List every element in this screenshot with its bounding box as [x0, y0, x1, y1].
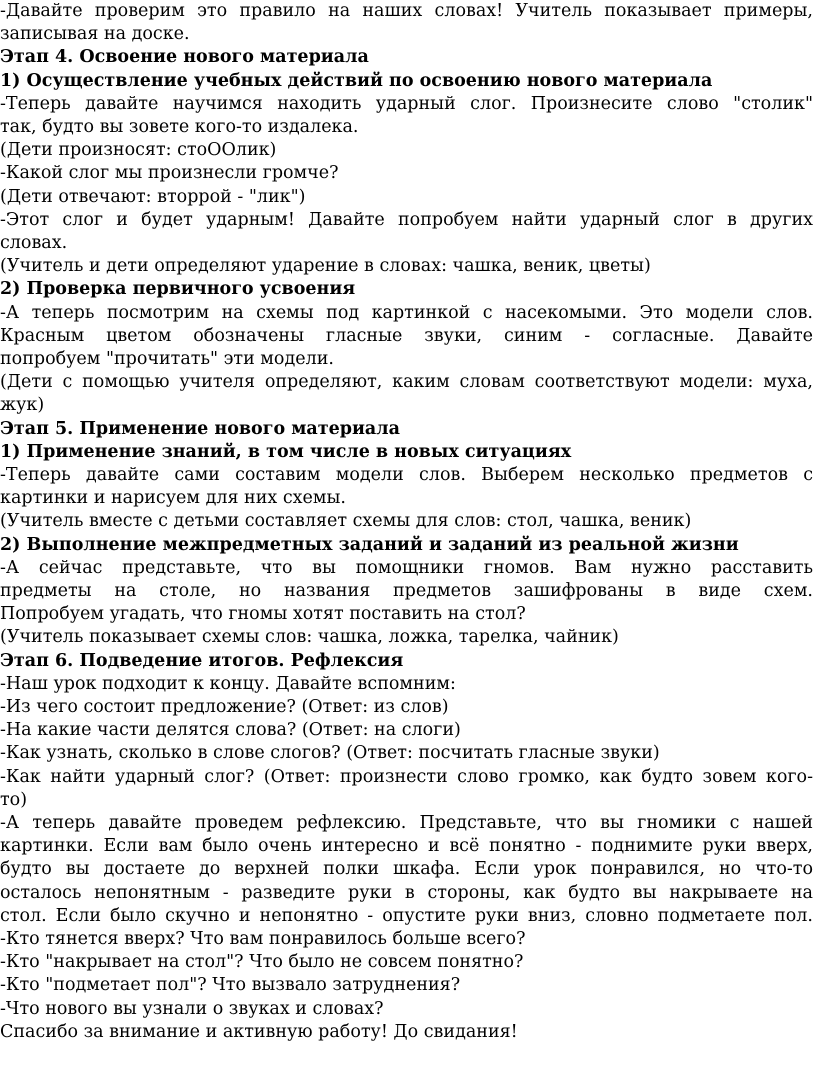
text-line: жук): [0, 395, 45, 416]
text-line: -А теперь посмотрим на схемы под картинкой с насекомыми. Это модели слов.: [0, 302, 813, 323]
text-line: (Учитель и дети определяют ударение в словах: чашка, веник, цветы): [0, 256, 651, 277]
section-heading: Этап 4. Освоение нового материала: [0, 47, 369, 68]
section-heading: Этап 6. Подведение итогов. Рефлексия: [0, 650, 404, 671]
text-line: словах.: [0, 233, 68, 253]
text-line: -А теперь давайте проведем рефлексию. Представьте, что вы гномики с нашей: [0, 813, 813, 833]
text-line: Попробуем угадать, что гномы хотят поставить на стол?: [0, 604, 526, 625]
text-line: -Давайте проверим это правило на наших словах! Учитель показывает примеры,: [0, 1, 813, 21]
text-line: будто вы достаете до верхней полки шкафа. Если урок понравился, но что-то: [0, 859, 813, 880]
text-line: (Учитель показывает схемы слов: чашка, ложка, тарелка, чайник): [0, 627, 619, 648]
text-line: (Дети произносят: стоООлик): [0, 140, 277, 161]
text-line: (Дети отвечают: вторрой - "лик"): [0, 186, 306, 207]
text-line: осталось непонятным - разведите руки в стороны, как будто вы накрываете на: [0, 882, 813, 903]
text-line: (Учитель вместе с детьми составляет схемы для слов: стол, чашка, веник): [0, 511, 692, 532]
text-line: -На какие части делятся слова? (Ответ: на слоги): [0, 720, 461, 741]
text-line: картинки и нарисуем для них схемы.: [0, 488, 346, 509]
text-line: -Теперь давайте научимся находить ударный слог. Произнесите слово "столик": [0, 93, 813, 114]
section-heading: 1) Применение знаний, в том числе в новых ситуациях: [0, 441, 572, 462]
text-line: -Теперь давайте сами составим модели слов. Выберем несколько предметов с: [0, 465, 813, 485]
text-line: -А сейчас представьте, что вы помощники гномов. Вам нужно расставить: [0, 557, 813, 578]
text-line: -Кто "подметает пол"? Что вызвало затруднения?: [0, 975, 461, 996]
section-heading: Этап 5. Применение нового материала: [0, 418, 400, 439]
text-line: -Кто тянется вверх? Что вам понравилось больше всего?: [0, 929, 526, 949]
section-heading: 2) Выполнение межпредметных заданий и заданий из реальной жизни: [0, 534, 739, 555]
text-line: -Этот слог и будет ударным! Давайте попробуем найти ударный слог в других: [0, 209, 813, 230]
text-line: попробуем "прочитать" эти модели.: [0, 349, 334, 369]
text-line: -Как найти ударный слог? (Ответ: произнести слово громко, как будто зовем кого-: [0, 766, 813, 787]
text-line: (Дети с помощью учителя определяют, каким словам соответствуют модели: муха,: [0, 372, 813, 393]
text-line: записывая на доске.: [0, 24, 190, 45]
text-line: так, будто вы зовете кого-то издалека.: [0, 117, 359, 137]
text-line: -Что нового вы узнали о звуках и словах?: [0, 998, 384, 1019]
text-line: -Какой слог мы произнесли громче?: [0, 163, 339, 184]
section-heading: 2) Проверка первичного усвоения: [0, 279, 356, 300]
text-line: картинки. Если вам было очень интересно и всё понятно - поднимите руки вверх,: [0, 836, 813, 857]
text-line: -Как узнать, сколько в слове слогов? (Ответ: посчитать гласные звуки): [0, 743, 660, 764]
text-line: стол. Если было скучно и непонятно - опустите руки вниз, словно подметаете пол.: [0, 905, 813, 926]
text-line: предметы на столе, но названия предметов зашифрованы в виде схем.: [0, 581, 813, 601]
text-line: -Кто "накрывает на стол"? Что было не совсем понятно?: [0, 952, 524, 973]
text-line: -Наш урок подходит к концу. Давайте вспомним:: [0, 673, 456, 694]
text-line: Спасибо за внимание и активную работу! До свидания!: [0, 1021, 518, 1042]
text-line: Красным цветом обозначены гласные звуки, синим - согласные. Давайте: [0, 325, 813, 346]
text-line: то): [0, 789, 28, 810]
text-line: -Из чего состоит предложение? (Ответ: из слов): [0, 697, 449, 717]
section-heading: 1) Осуществление учебных действий по освоению нового материала: [0, 70, 713, 91]
